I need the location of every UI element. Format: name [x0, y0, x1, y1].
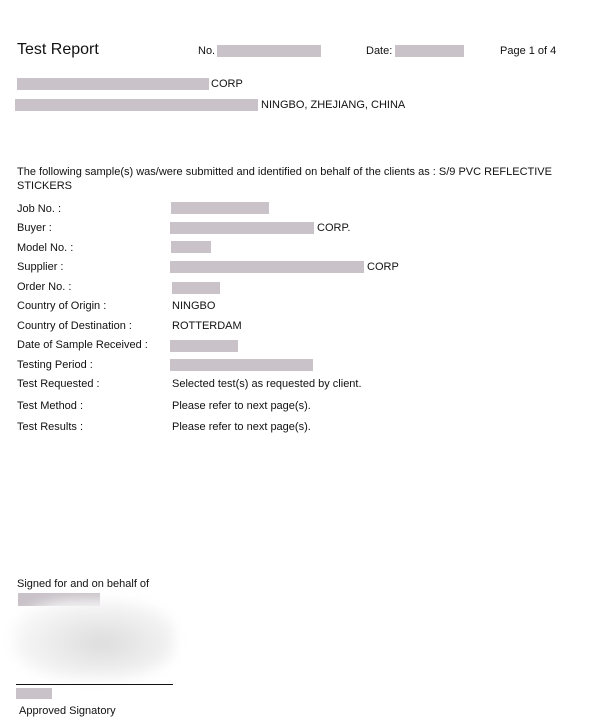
redacted-supplier	[170, 261, 364, 273]
field-label-testing-period: Testing Period :	[17, 359, 93, 371]
report-number-label: No.	[198, 45, 216, 57]
redacted-client-address	[15, 99, 258, 111]
field-label-buyer: Buyer :	[17, 222, 52, 234]
redacted-buyer	[170, 222, 314, 234]
redacted-order-no	[172, 282, 220, 294]
field-label-supplier: Supplier :	[17, 261, 64, 273]
report-title: Test Report	[17, 41, 99, 58]
page-indicator: Page 1 of 4	[500, 45, 557, 57]
redacted-client-name	[17, 78, 209, 90]
field-label-test-requested: Test Requested :	[17, 378, 100, 390]
intro-line-1: The following sample(s) was/were submitted and identified on behalf of the clients as : S/9 PVC REFLECTIVE	[17, 166, 552, 178]
field-label-test-method: Test Method :	[17, 400, 84, 412]
field-value-buyer: CORP.	[317, 222, 351, 234]
redacted-model-no	[171, 241, 211, 253]
field-value-supplier: CORP	[367, 261, 399, 273]
field-value-test-requested: Selected test(s) as requested by client.	[172, 378, 362, 390]
field-value-country-destination: ROTTERDAM	[172, 320, 242, 332]
signature-line	[16, 684, 173, 685]
client-address-suffix: NINGBO, ZHEJIANG, CHINA	[261, 99, 406, 111]
field-value-test-method: Please refer to next page(s).	[172, 400, 311, 412]
field-label-model-no: Model No. :	[17, 242, 74, 254]
intro-line-2: STICKERS	[17, 180, 73, 192]
redacted-testing-period	[170, 359, 313, 371]
field-value-country-origin: NINGBO	[172, 300, 216, 312]
field-value-test-results: Please refer to next page(s).	[172, 421, 311, 433]
field-label-date-received: Date of Sample Received :	[17, 339, 148, 351]
field-label-country-origin: Country of Origin :	[17, 300, 107, 312]
field-label-order-no: Order No. :	[17, 281, 72, 293]
redacted-date	[395, 45, 464, 57]
client-company-suffix: CORP	[211, 78, 243, 90]
approved-signatory-label: Approved Signatory	[19, 705, 116, 717]
field-label-job-no: Job No. :	[17, 203, 62, 215]
field-label-country-destination: Country of Destination :	[17, 320, 132, 332]
redacted-report-number	[217, 45, 321, 57]
signed-for-label: Signed for and on behalf of	[17, 578, 150, 590]
blurred-signature	[14, 600, 174, 678]
redacted-date-received	[170, 340, 238, 352]
redacted-signatory-name	[16, 688, 52, 699]
redacted-job-no	[171, 202, 269, 214]
date-label: Date:	[366, 45, 393, 57]
field-label-test-results: Test Results :	[17, 421, 84, 433]
